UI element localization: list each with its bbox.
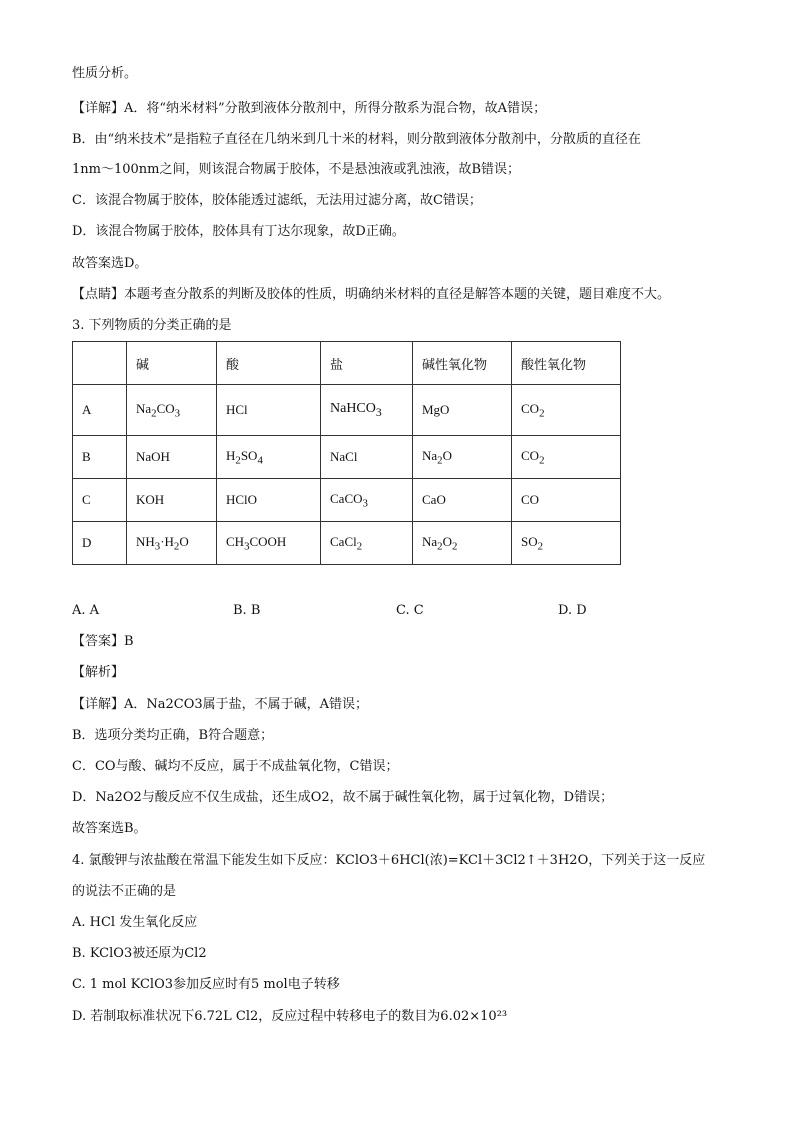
table-cell: B bbox=[73, 436, 127, 479]
table-cell: KOH bbox=[127, 479, 217, 522]
table-cell: C bbox=[73, 479, 127, 522]
table-header-cell: 酸性氧化物 bbox=[512, 342, 621, 385]
text-line: 【详解】A．将“纳米材料”分散到液体分散剂中，所得分散系为混合物，故A错误； bbox=[72, 101, 547, 116]
option-a: A. A bbox=[72, 603, 100, 618]
option-b: B. B bbox=[233, 603, 261, 618]
analysis-heading: 【解析】 bbox=[72, 665, 125, 680]
table-cell: HCl bbox=[217, 385, 321, 436]
text-line: 的说法不正确的是 bbox=[72, 884, 177, 899]
table-header-cell: 碱性氧化物 bbox=[413, 342, 512, 385]
question-title: 3. 下列物质的分类正确的是 bbox=[72, 318, 232, 333]
table-cell: CaO bbox=[413, 479, 512, 522]
table-row bbox=[73, 479, 621, 522]
option-b: B. KClO3被还原为Cl2 bbox=[72, 946, 207, 961]
table-header-row bbox=[73, 342, 621, 385]
text-line: C．该混合物属于胶体，胶体能透过滤纸，无法用过滤分离，故C错误； bbox=[72, 193, 482, 208]
answer-line: 【答案】B bbox=[72, 634, 134, 649]
table-cell: $Na_2CO_3$ bbox=[127, 385, 217, 436]
table-cell: $CO_2$ bbox=[512, 436, 621, 479]
table-header-cell bbox=[73, 342, 127, 385]
table-cell: NaCl bbox=[321, 436, 413, 479]
table-cell: $SO_2$ bbox=[512, 522, 621, 565]
classification-table bbox=[72, 341, 621, 565]
option-a: A. HCl 发生氧化反应 bbox=[72, 915, 198, 930]
table-row bbox=[73, 385, 621, 436]
table-header-cell: 酸 bbox=[217, 342, 321, 385]
table-cell: NaHCO$_3$ bbox=[321, 385, 413, 436]
table-cell: CaCl$_2$ bbox=[321, 522, 413, 565]
table-cell: HClO bbox=[217, 479, 321, 522]
option-d: D. D bbox=[558, 603, 587, 618]
table-row bbox=[73, 522, 621, 565]
option-c: C. 1 mol KClO3参加反应时有5 mol电子转移 bbox=[72, 977, 340, 992]
table-cell: NaOH bbox=[127, 436, 217, 479]
text-line: C．CO与酸、碱均不反应，属于不成盐氧化物，C错误； bbox=[72, 759, 399, 774]
text-line: 性质分析。 bbox=[72, 66, 138, 81]
table-cell: A bbox=[73, 385, 127, 436]
text-line: B．选项分类均正确，B符合题意； bbox=[72, 728, 274, 743]
question-title: 4. 氯酸钾与浓盐酸在常温下能发生如下反应：KClO3＋6HCl(浓)=KCl＋3Cl2↑＋3H2O，下列关于这一反应 bbox=[72, 853, 706, 868]
text-line: 【详解】A．Na2CO3属于盐，不属于碱，A错误； bbox=[72, 697, 369, 712]
text-line: 故答案选D。 bbox=[72, 256, 148, 271]
table-cell: $H_2SO_4$ bbox=[217, 436, 321, 479]
table-header-cell: 碱 bbox=[127, 342, 217, 385]
text-line: D．Na2O2与酸反应不仅生成盐，还生成O2，故不属于碱性氧化物，属于过氧化物，D错误； bbox=[72, 790, 614, 805]
table-header-cell: 盐 bbox=[321, 342, 413, 385]
table-cell: $CO_2$ bbox=[512, 385, 621, 436]
text-line: B．由“纳米技术”是指粒子直径在几纳米到几十米的材料，则分散到液体分散剂中，分散质的直径在 bbox=[72, 132, 641, 147]
table-cell: $CH_3COOH$ bbox=[217, 522, 321, 565]
table-row bbox=[73, 436, 621, 479]
text-line: D．该混合物属于胶体，胶体具有丁达尔现象，故D正确。 bbox=[72, 224, 405, 239]
option-c: C. C bbox=[396, 603, 424, 618]
text-line: 1nm～100nm之间，则该混合物属于胶体，不是悬浊液或乳浊液，故B错误； bbox=[72, 162, 521, 177]
table-cell: $Na_2O$ bbox=[413, 436, 512, 479]
table-cell: $NH_3\cdot H_2O$ bbox=[127, 522, 217, 565]
table-cell: $Na_2O_2$ bbox=[413, 522, 512, 565]
table-cell: CaCO$_3$ bbox=[321, 479, 413, 522]
table-cell: CO bbox=[512, 479, 621, 522]
text-line: 故答案选B。 bbox=[72, 821, 147, 836]
table-cell: D bbox=[73, 522, 127, 565]
text-line: 【点睛】本题考查分散系的判断及胶体的性质，明确纳米材料的直径是解答本题的关键，题目难度不大。 bbox=[72, 287, 671, 302]
option-d: D. 若制取标准状况下6.72L Cl2，反应过程中转移电子的数目为6.02×10²³ bbox=[72, 1009, 508, 1024]
table-cell: MgO bbox=[413, 385, 512, 436]
